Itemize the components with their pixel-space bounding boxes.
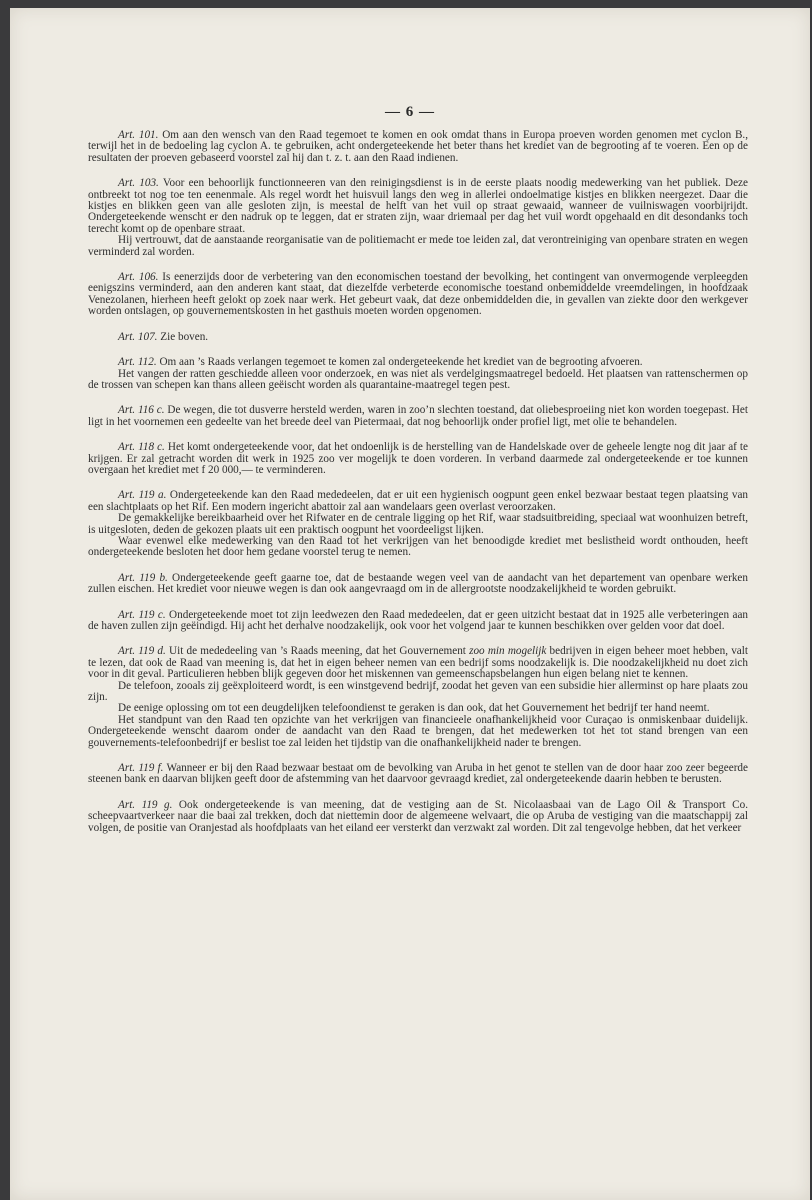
article-text: Het komt ondergeteekende voor, dat het ondoenlijk is de herstelling van de Handelskade over de geheele lengte nog dit jaar af te krijgen. Er zal getracht worden dit werk in 1925 zoo ver mogelijk te doen vorderen. In verband daarmede zal ondergeteekende er toe kunnen overgaan het krediet met f 20 000,— te verminderen. (88, 441, 748, 476)
article-text: Voor een behoorlijk functionneeren van den reinigingsdienst is in de eerste plaats noodig medewerking van het publiek. Deze ontbreekt tot nog toe ten eenenmale. Als regel wordt het huisvuil langs den weg in allerlei ondoelmatige kistjes en blikken neergezet. Daar die kistjes en blikken geen van alle gesloten zijn, is meestal de helft van het vuil op straat gewaaid, wanneer de vuilniswagen voorbijrijdt. Ondergeteekende wenscht er den nadruk op te leggen, dat er straten zijn, waar driemaal per dag het vuil wordt opgehaald en dit desondanks toch terecht komt op de openbare straat. (88, 177, 748, 235)
article-text: Wanneer er bij den Raad bezwaar bestaat om de bevolking van Aruba in het genot te stellen van de door haar zoo zeer begeerde steenen bank en daarvan blijken geeft door de afstemming van het daarvoor gevraagd krediet, zal ondergeteekende daarin hebben te berusten. (88, 762, 748, 786)
article-107 (88, 332, 748, 343)
article-text: Ondergeteekende moet tot zijn leedwezen den Raad mededeelen, dat er geen uitzicht bestaat dat in 1925 alle verbeteringen aan de haven zullen zijn geëindigd. Hij acht het derhalve noodzakelijk, ook voor het volgend jaar te kunnen beschikken over gelden voor dat doel. (88, 608, 748, 632)
article-label: Art. 116 c. (118, 404, 165, 417)
article-119b (88, 573, 748, 596)
document-page (10, 8, 810, 1200)
article-label: Art. 119 c. (118, 608, 166, 621)
article-label: Art. 119 d. (118, 645, 166, 658)
article-text: De wegen, die tot dusverre hersteld werden, waren in zoo’n slechten toestand, dat oliebesproeiing niet kon worden toegepast. Het ligt in het voornemen een gedeelte van het breede deel van Pietermaai, dat nog behoorlijk onder profiel ligt, met olie te behandelen. (88, 404, 749, 428)
article-text: Om aan den wensch van den Raad tegemoet te komen en ook omdat thans in Europa proeven worden genomen met cyclon B., terwijl het in de bedoeling lag cyclon A. te gebruiken, acht ondergeteekende het beter thans het krediet van de begrooting af te voeren. Een op de resultaten der proeven gebaseerd voorstel zal hij dan t. z. t. aan den Raad indienen. (88, 129, 749, 164)
article-label: Art. 103. (118, 177, 159, 190)
article-119g (88, 800, 748, 834)
article-112 (88, 357, 748, 391)
article-text: Ondergeteekende kan den Raad mededeelen, dat er uit een hygienisch oogpunt geen enkel bezwaar bestaat tegen plaatsing van een slachtplaats op het Rif. Een modern ingericht abattoir zal aan wandelaars geen overlast veroorzaken. (88, 489, 749, 513)
article-label: Art. 119 a. (118, 489, 167, 502)
article-text: De gemakkelijke bereikbaarheid over het Rifwater en de centrale ligging op het Rif, waar stadsuitbreiding, speciaal wat woonhuizen betreft, is uitgesloten, deden de gekozen plaats uit een praktisch oogpunt het voordeeligst lijken. (88, 512, 748, 536)
article-103 (88, 178, 748, 258)
article-text: Het vangen der ratten geschiedde alleen voor onderzoek, en was niet als verdelgingsmaatregel bedoeld. Het plaatsen van rattenschermen op de trossen van schepen kan thans alleen geëischt worden als quarantaine-maatregel tegen pest. (88, 367, 748, 391)
article-119c (88, 610, 748, 633)
document-body (88, 130, 748, 848)
article-text: Zie boven. (160, 330, 209, 343)
article-label: Art. 119 b. (118, 571, 168, 584)
article-text: bedrijven in eigen beheer moet hebben, valt te lezen, dat ook de Raad van meening is, dat het in eigen beheer nemen van een bedrijf soms noodzakelijk is. Die noodzakelijkheid nu doet zich voor in dit geval. Particulieren hebben blijk gegeven door het miskennen van gemeenschapsbelangen hun eigen belang niet te kennen. (88, 645, 748, 681)
article-118c (88, 442, 748, 476)
article-label: Art. 106. (118, 271, 159, 284)
article-text: Is eenerzijds door de verbetering van den economischen toestand der bevolking, het contingent van onvermogende verpleegden eenigszins verminderd, aan den anderen kant staat, dat diezelfde verbeterde economische toestand onbemiddelde vreemdelingen, in hoofdzaak Venezolanen, hierheen heeft gelokt op zoek naar werk. Het gebeurt vaak, dat deze onbemiddelden die, in gevallen van ziekte door den werkgever worden ontslagen, op gouvernementskosten in het gasthuis moeten worden opgenomen. (88, 271, 749, 318)
article-text: De eenige oplossing om tot een deugdelijken telefoondienst te geraken is dan ook, dat het Gouvernement het bedrijf ter hand neemt. (118, 702, 710, 715)
article-101 (88, 130, 748, 164)
article-label: Art. 119 f. (118, 762, 164, 775)
article-text: Ook ondergeteekende is van meening, dat de vestiging aan de St. Nicolaasbaai van de Lago Oil & Transport Co. scheepvaartverkeer naar die baai zal trekken, doch dat niettemin door de algemeene welvaart, die op Aruba de vestiging van die maatschappij zal volgen, de positie van Oranjestad als hoofdplaats van het eiland eer versterkt dan verzwakt zal worden. Dit zal tengevolge hebben, dat het verkeer (88, 798, 749, 834)
article-label: Art. 112. (118, 356, 157, 369)
page-number: — 6 — (385, 104, 435, 120)
article-119d (88, 646, 748, 749)
article-119a (88, 490, 748, 558)
article-label: Art. 101. (118, 129, 159, 141)
article-text: Hij vertrouwt, dat de aanstaande reorganisatie van de politiemacht er mede toe leiden zal, dat verontreiniging van openbare straten en wegen verminderd zal worden. (88, 234, 748, 258)
article-text: Ondergeteekende geeft gaarne toe, dat de bestaande wegen veel van de aandacht van het departement van openbare werken zullen eischen. Het krediet voor nieuwe wegen is dan ook aangevraagd om in de allergrootste noodzakelijkheid te worden gebruikt. (88, 571, 748, 596)
article-119f (88, 763, 748, 786)
article-text: Waar evenwel elke medewerking van den Raad tot het verkrijgen van het benoodigde krediet met beslistheid wordt onthouden, heeft ondergeteekende besloten het door hem gedane voorstel terug te nemen. (88, 534, 748, 559)
article-text: Om aan ’s Raads verlangen tegemoet te komen zal ondergeteekende het krediet van de begrooting afvoeren. (159, 356, 643, 369)
article-label: Art. 107. (118, 330, 158, 343)
article-text: Uit de mededeeling van ’s Raads meening, dat het Gouvernement (169, 645, 470, 658)
emphasis-text: zoo min mogelijk (469, 645, 547, 658)
article-label: Art. 118 c. (118, 441, 165, 454)
article-text: De telefoon, zooals zij geëxploiteerd wordt, is een winstgevend bedrijf, zoodat het geven van een subsidie hier allerminst op hare plaats zou zijn. (88, 679, 748, 704)
article-116c (88, 405, 748, 428)
article-text: Het standpunt van den Raad ten opzichte van het verkrijgen van financieele onafhankelijkheid voor Curaçao is onmiskenbaar duidelijk. Ondergeteekende wenscht daarom onder de aandacht van den Raad te brengen, dat het medewerken tot het tot stand brengen van een gouvernements-telefoonbedrijf er beslist toe zal leiden het tijdstip van die onafhankelijkheid nader te brengen. (88, 713, 748, 749)
article-label: Art. 119 g. (118, 798, 173, 811)
article-106 (88, 272, 748, 318)
